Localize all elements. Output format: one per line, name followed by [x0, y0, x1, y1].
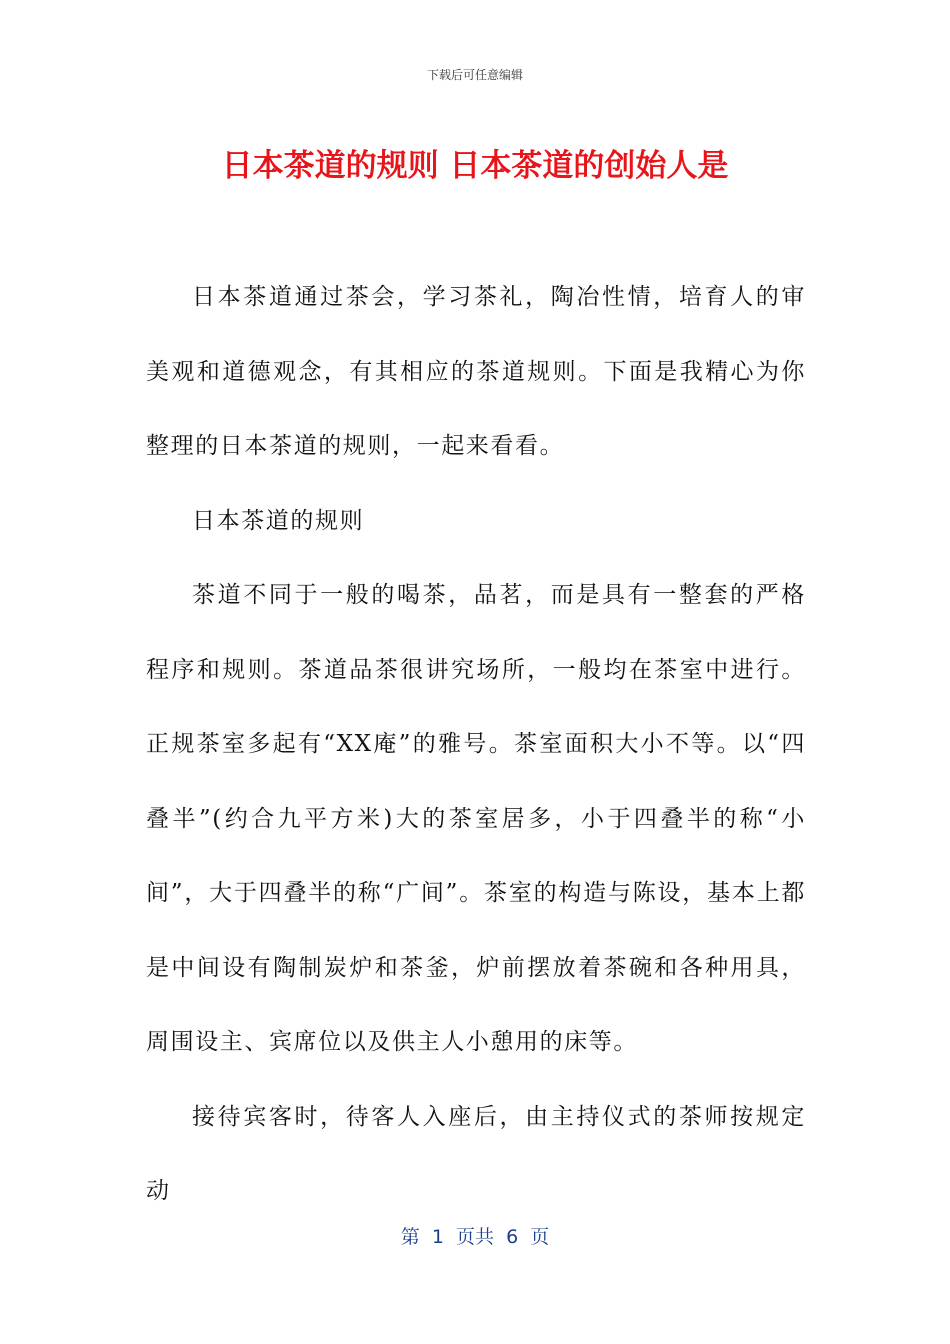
header-note: 下载后可任意编辑	[426, 68, 523, 82]
paragraph-tea-room: 茶道不同于一般的喝茶，品茗，而是具有一整套的严格程序和规则。茶道品茶很讲究场所，一般均在茶室中进行。正规茶室多起有“XX庵”的雅号。茶室面积大小不等。以“四叠半”(约合九平方米)大的茶室居多，小于四叠半的称“小间”，大于四叠半的称“广间”。茶室的构造与陈设，基本上都是中间设有陶制炭炉和茶釜，炉前摆放着茶碗和各种用具，周围设主、宾席位以及供主人小憩用的床等。	[146, 582, 806, 1055]
paragraph-intro: 日本茶道通过茶会，学习茶礼，陶冶性情，培育人的审美观和道德观念，有其相应的茶道规则。下面是我精心为你整理的日本茶道的规则，一起来看看。	[146, 284, 806, 459]
document-body	[146, 260, 806, 1229]
section-heading: 日本茶道的规则	[192, 507, 365, 534]
document-title: 日本茶道的规则 日本茶道的创始人是	[221, 148, 729, 184]
paragraph-reception: 接待宾客时，待客人入座后，由主持仪式的茶师按规定动	[146, 1103, 806, 1204]
page-number: 第 1 页共 6 页	[400, 1226, 550, 1248]
